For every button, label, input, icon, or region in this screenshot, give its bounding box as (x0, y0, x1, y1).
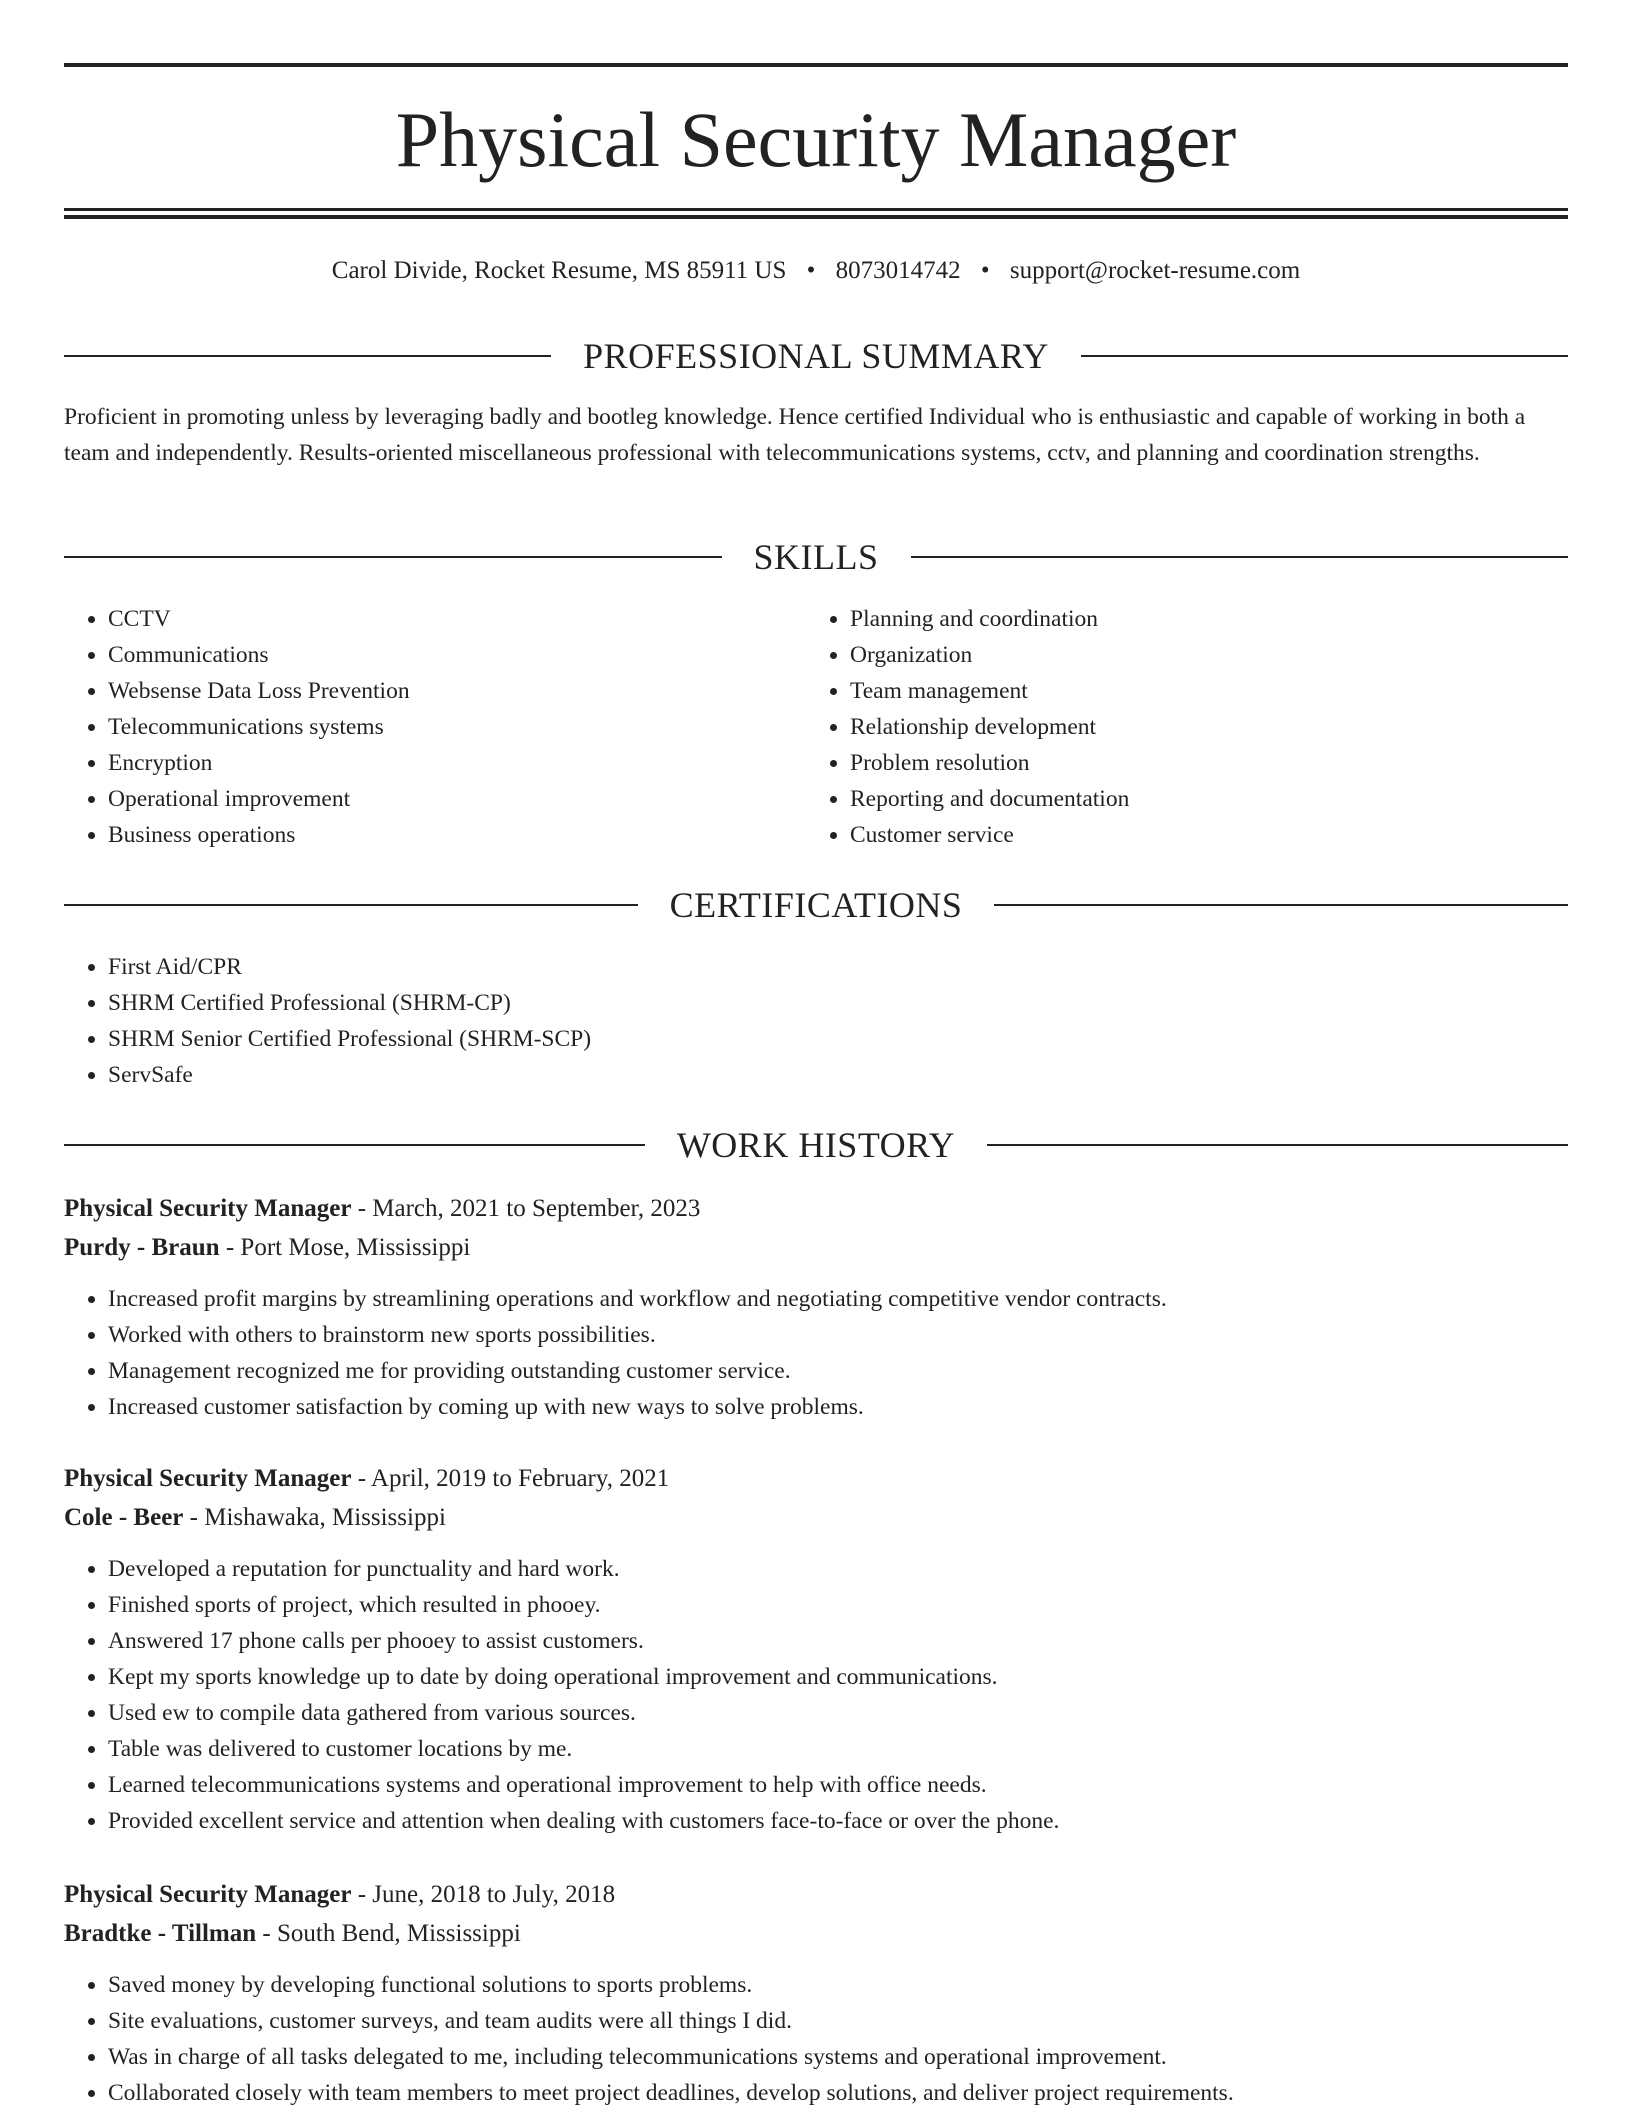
certification-item: • First Aid/CPR (108, 949, 591, 985)
heading-rule-right (1081, 355, 1568, 357)
job-bullets (64, 1281, 1568, 1425)
job-entry (64, 1876, 1568, 2111)
skill-item: • Websense Data Loss Prevention (108, 673, 410, 709)
section-title: CERTIFICATIONS (669, 885, 963, 925)
skill-item: • Problem resolution (850, 745, 1129, 781)
job-bullets (64, 1551, 1568, 1839)
skill-item: • Team management (850, 673, 1129, 709)
job-bullet: • Provided excellent service and attention when dealing with customers face-to-face or over the phone. (108, 1803, 1568, 1839)
job-bullet: • Increased profit margins by streamlining operations and workflow and negotiating competitive vendor contracts. (108, 1281, 1568, 1317)
skill-item: • Business operations (108, 817, 410, 853)
certifications-list (64, 949, 591, 1093)
section-title: PROFESSIONAL SUMMARY (583, 336, 1049, 376)
job-bullet: • Kept my sports knowledge up to date by doing operational improvement and communications. (108, 1659, 1568, 1695)
job-dates: - April, 2019 to February, 2021 (351, 1465, 670, 1492)
skill-item: • Communications (108, 637, 410, 673)
job-bullet: • Management recognized me for providing outstanding customer service. (108, 1353, 1568, 1389)
job-bullet: • Was in charge of all tasks delegated to me, including telecommunications systems and operational improvement. (108, 2039, 1568, 2075)
job-location: - South Bend, Mississippi (256, 1920, 521, 1947)
contact-separator: • (980, 257, 990, 284)
contact-separator: • (806, 257, 816, 284)
job-bullet: • Collaborated closely with team members to meet project deadlines, develop solutions, and deliver project requirements. (108, 2075, 1568, 2111)
certification-item: • SHRM Senior Certified Professional (SHRM-SCP) (108, 1021, 591, 1057)
heading-rule-left (64, 904, 638, 906)
header-rule-lower (64, 215, 1568, 219)
heading-rule-right (987, 1144, 1568, 1146)
heading-rule-left (64, 355, 551, 357)
contact-email: support@rocket-resume.com (1009, 257, 1301, 284)
job-company: Cole - Beer (64, 1504, 184, 1531)
job-title: Physical Security Manager (64, 1195, 352, 1222)
job-bullet: • Saved money by developing functional solutions to sports problems. (108, 1967, 1568, 2003)
job-bullet: • Increased customer satisfaction by coming up with new ways to solve problems. (108, 1389, 1568, 1425)
section-title: SKILLS (753, 537, 879, 577)
job-bullet: • Table was delivered to customer locations by me. (108, 1731, 1568, 1767)
job-location: - Port Mose, Mississippi (219, 1234, 471, 1261)
job-title-line (64, 1460, 1568, 1498)
job-company-line (64, 1229, 1568, 1267)
job-title: Physical Security Manager (64, 1465, 352, 1492)
certification-item: • SHRM Certified Professional (SHRM-CP) (108, 985, 591, 1021)
job-title-line (64, 1876, 1568, 1914)
contact-phone: 8073014742 (835, 257, 961, 284)
job-bullet: • Answered 17 phone calls per phooey to assist customers. (108, 1623, 1568, 1659)
candidate-name: Physical Security Manager (395, 96, 1237, 183)
skills-list-right (806, 601, 1129, 853)
job-bullet: • Learned telecommunications systems and operational improvement to help with office needs. (108, 1767, 1568, 1803)
job-bullet: • Worked with others to brainstorm new sports possibilities. (108, 1317, 1568, 1353)
skills-list-left (64, 601, 410, 853)
job-company: Purdy - Braun (64, 1234, 220, 1261)
job-entry (64, 1190, 1568, 1425)
job-bullet: • Used ew to compile data gathered from various sources. (108, 1695, 1568, 1731)
job-dates: - March, 2021 to September, 2023 (351, 1195, 701, 1222)
contact-address: Carol Divide, Rocket Resume, MS 85911 US (331, 257, 787, 284)
skill-item: • Relationship development (850, 709, 1129, 745)
job-bullet: • Site evaluations, customer surveys, and team audits were all things I did. (108, 2003, 1568, 2039)
heading-rule-left (64, 1144, 645, 1146)
job-location: - Mishawaka, Mississippi (183, 1504, 446, 1531)
skill-item: • Reporting and documentation (850, 781, 1129, 817)
job-dates: - June, 2018 to July, 2018 (351, 1881, 616, 1908)
job-bullet: • Finished sports of project, which resulted in phooey. (108, 1587, 1568, 1623)
header-rule-upper (64, 208, 1568, 211)
skill-item: • Planning and coordination (850, 601, 1129, 637)
skill-item: • Operational improvement (108, 781, 410, 817)
header-top-rule (64, 63, 1568, 67)
section-heading-summary (64, 334, 1568, 378)
certification-item: • ServSafe (108, 1057, 591, 1093)
job-company-line (64, 1915, 1568, 1953)
skill-item: • Organization (850, 637, 1129, 673)
job-bullets (64, 1967, 1568, 2111)
job-company-line (64, 1499, 1568, 1537)
section-heading-skills (64, 535, 1568, 579)
job-entry (64, 1460, 1568, 1839)
job-title: Physical Security Manager (64, 1881, 352, 1908)
heading-rule-right (911, 556, 1569, 558)
section-heading-work-history (64, 1123, 1568, 1167)
job-title-line (64, 1190, 1568, 1228)
section-title: WORK HISTORY (676, 1125, 956, 1165)
skill-item: • Telecommunications systems (108, 709, 410, 745)
skill-item: • Customer service (850, 817, 1129, 853)
summary-text: Proficient in promoting unless by leveraging badly and bootleg knowledge. Hence certified Individual who is enthusiastic and capable of working in both a team and independently. Results-oriented miscellaneous professional with telecommunications systems, cctv, and planning and coordination strengths. (64, 404, 1526, 466)
contact-line (64, 254, 1568, 288)
job-company: Bradtke - Tillman (64, 1920, 257, 1947)
heading-rule-right (994, 904, 1568, 906)
job-bullet: • Developed a reputation for punctuality and hard work. (108, 1551, 1568, 1587)
skill-item: • CCTV (108, 601, 410, 637)
skill-item: • Encryption (108, 745, 410, 781)
section-heading-certifications (64, 883, 1568, 927)
heading-rule-left (64, 556, 722, 558)
